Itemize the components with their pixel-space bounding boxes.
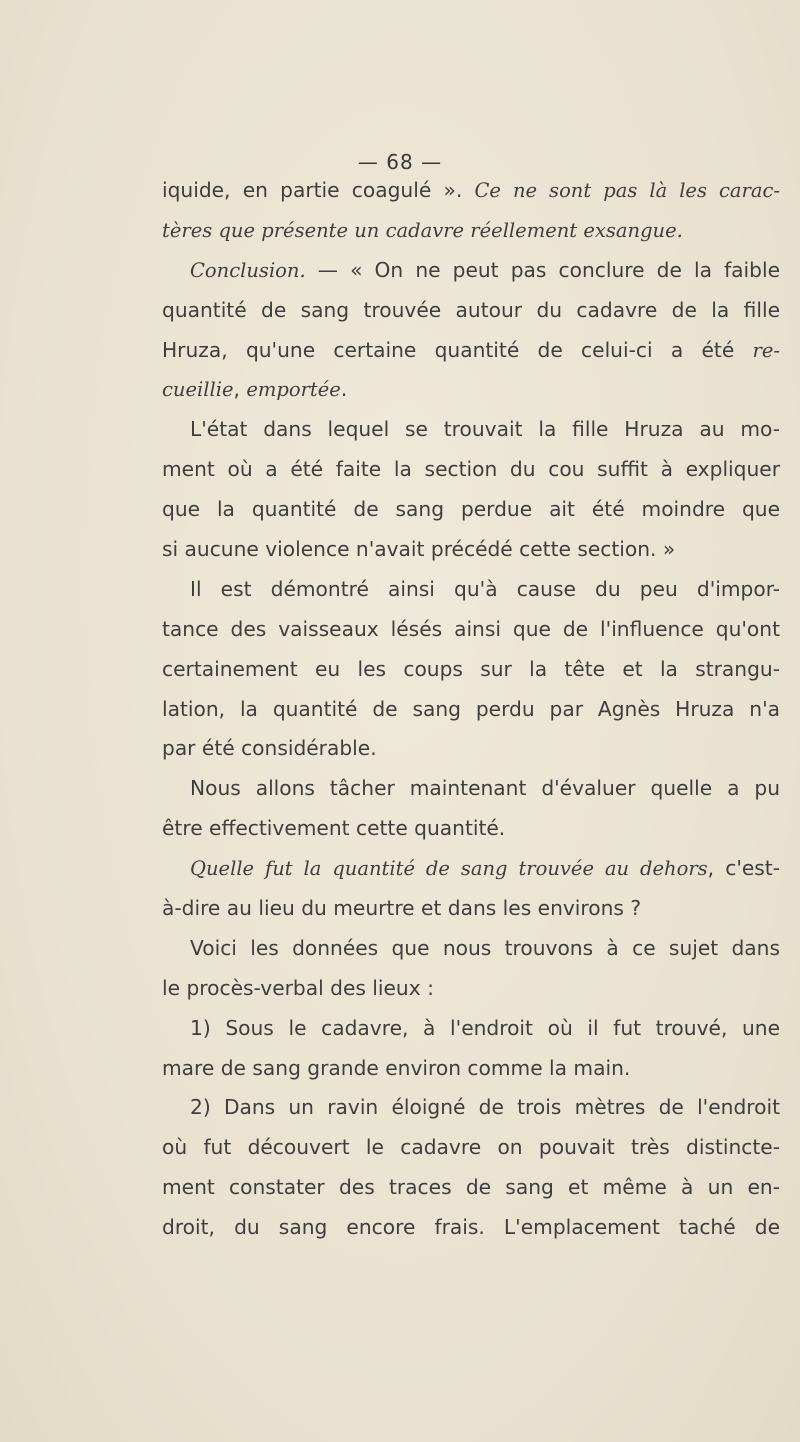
text-span: être effectivement cette quantité. (162, 816, 506, 841)
text-line (162, 969, 780, 1009)
text-span: mare de sang grande environ comme la main. (162, 1055, 631, 1080)
text-line (162, 410, 780, 450)
italic-text: Conclusion. (190, 258, 306, 282)
text-line (162, 171, 780, 211)
text-span: à-dire au lieu du meurtre et dans les environs ? (162, 896, 642, 921)
text-span: ment constater des traces de sang et même à un en- (162, 1175, 780, 1200)
italic-text: Quelle fut la quantité de sang trouvée au dehors (190, 857, 708, 881)
text-line (162, 690, 780, 730)
text-line (162, 809, 780, 849)
text-span: le procès-verbal des lieux : (162, 975, 434, 1000)
body-text (162, 171, 780, 1248)
text-span: L'état dans lequel se trouvait la fille Hruza au mo- (190, 417, 780, 442)
text-line (162, 849, 780, 889)
text-line (162, 570, 780, 610)
text-line (162, 889, 780, 929)
text-span: 2) Dans un ravin éloigné de trois mètres de l'endroit (190, 1095, 780, 1120)
text-span: 1) Sous le cadavre, à l'endroit où il fut trouvé, une (190, 1015, 780, 1040)
text-line (162, 610, 780, 650)
text-line (162, 1168, 780, 1208)
text-span: Il est démontré ainsi qu'à cause du peu d'impor- (190, 576, 780, 601)
italic-text: emportée (246, 378, 341, 402)
text-line (162, 370, 780, 410)
text-line (162, 729, 780, 769)
text-line (162, 1049, 780, 1089)
text-span: — « On ne peut pas conclure de la faible (305, 257, 780, 282)
text-span: par été considérable. (162, 736, 377, 761)
text-span: ment où a été faite la section du cou suffit à expliquer (162, 457, 780, 482)
text-span: quantité de sang trouvée autour du cadavre de la fille (162, 297, 780, 322)
text-line (162, 490, 780, 530)
text-span: . (340, 377, 348, 402)
text-span: Hruza, qu'une certaine quantité de celui-ci a été (162, 337, 753, 362)
text-span: iquide, en partie coagulé ». (162, 178, 475, 202)
text-span: Voici les données que nous trouvons à ce sujet dans (190, 935, 780, 960)
text-span: tance des vaisseaux lésés ainsi que de l'influence qu'ont (162, 616, 780, 641)
text-line (162, 1009, 780, 1049)
italic-text: Ce ne sont pas là les carac- (474, 179, 780, 202)
text-line (162, 1088, 780, 1128)
text-line (162, 1128, 780, 1168)
text-line (162, 650, 780, 690)
text-span: Nous allons tâcher maintenant d'évaluer quelle a pu (190, 776, 780, 801)
text-span: que la quantité de sang perdue ait été moindre que (162, 497, 780, 522)
text-span: lation, la quantité de sang perdu par Agnès Hruza n'a (162, 696, 780, 721)
italic-text: re- (752, 338, 780, 362)
text-line (162, 331, 780, 371)
text-span: droit, du sang encore frais. L'emplacement taché de (162, 1215, 780, 1240)
text-line (162, 1208, 780, 1248)
text-span: si aucune violence n'avait précédé cette section. » (162, 537, 676, 562)
italic-text: cueillie (162, 378, 234, 402)
text-line (162, 291, 780, 331)
text-span: où fut découvert le cadavre on pouvait très distincte- (162, 1135, 780, 1160)
text-span: certainement eu les coups sur la tête et la strangu- (162, 656, 780, 681)
page-number: — 68 — (357, 150, 443, 174)
text-line (162, 211, 780, 251)
text-line (162, 251, 780, 291)
text-line (162, 450, 780, 490)
text-line (162, 530, 780, 570)
text-line (162, 769, 780, 809)
text-span: , c'est- (707, 856, 781, 881)
text-span: , (233, 377, 247, 402)
italic-text: tères que présente un cadavre réellement exsangue. (162, 218, 683, 242)
text-line (162, 929, 780, 969)
